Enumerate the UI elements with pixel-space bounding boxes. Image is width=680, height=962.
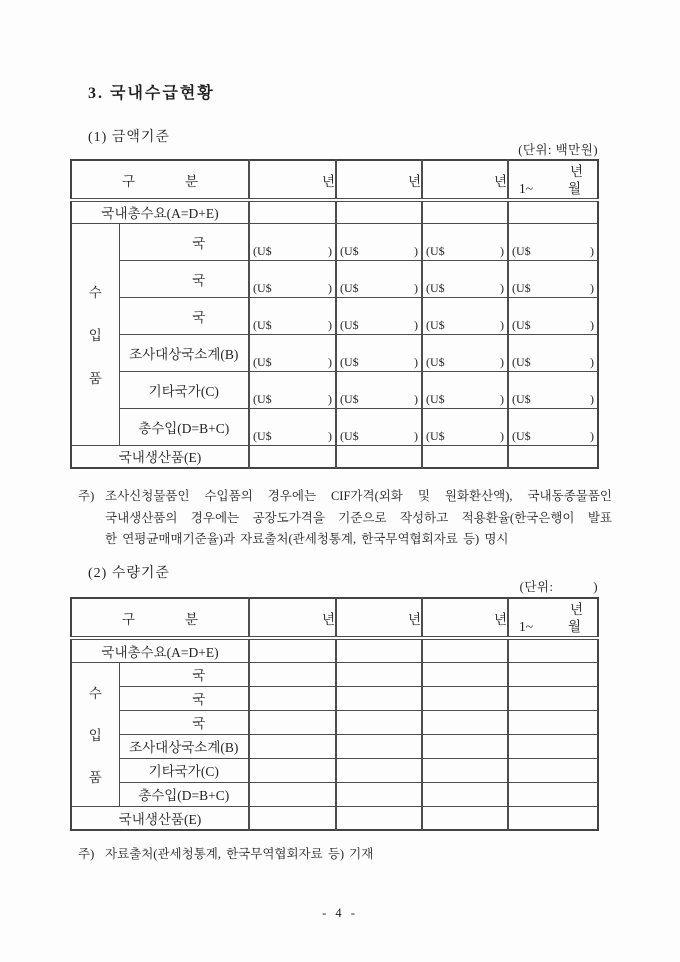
row-label-country-3: 국 — [119, 297, 249, 334]
header-month-label: 월 — [567, 181, 581, 196]
usd-open: (U$ — [340, 243, 359, 258]
empty-cell — [249, 686, 336, 710]
header-year-1: 년 — [249, 598, 336, 638]
group-char: 품 — [88, 371, 102, 386]
value-cell-usd — [249, 223, 336, 260]
empty-cell — [422, 806, 508, 830]
value-cell-usd — [508, 371, 598, 408]
empty-cell — [249, 734, 336, 758]
row-label-other-countries: 기타국가(C) — [119, 758, 249, 782]
empty-cell — [336, 662, 422, 686]
table-row — [71, 408, 598, 445]
usd-open: (U$ — [340, 280, 359, 295]
usd-open: (U$ — [426, 428, 445, 443]
header-category-left: 구 — [121, 173, 135, 189]
usd-open: (U$ — [512, 243, 531, 258]
empty-cell — [508, 806, 598, 830]
footnote-line: 국내생산품의 경우에는 공장도가격을 기준으로 작성하고 적용환율(한국은행이 발표 — [105, 510, 612, 525]
header-year-partial-line1: 년 — [569, 602, 583, 617]
header-year-partial-line1: 년 — [569, 164, 583, 179]
empty-cell — [336, 200, 422, 223]
footnote-line: 한 연평균매매기준율)과 자료출처(관세청통계, 한국무역협회자료 등) 명시 — [105, 532, 509, 546]
value-cell-usd — [422, 260, 508, 297]
usd-open: (U$ — [426, 317, 445, 332]
usd-close: ) — [590, 391, 594, 406]
usd-open: (U$ — [253, 317, 272, 332]
footnote-line: 자료출처(관세청통계, 한국무역협회자료 등) 기재 — [105, 847, 374, 861]
table-row — [71, 297, 598, 334]
header-category — [71, 160, 249, 200]
usd-open: (U$ — [253, 280, 272, 295]
usd-close: ) — [414, 280, 418, 295]
section1-footnote — [78, 486, 612, 551]
empty-cell — [336, 445, 422, 468]
empty-cell — [249, 638, 336, 662]
usd-close: ) — [328, 391, 332, 406]
empty-cell — [422, 734, 508, 758]
row-label-country-1: 국 — [119, 223, 249, 260]
value-cell-usd — [508, 334, 598, 371]
row-label-country-2: 국 — [119, 260, 249, 297]
group-char: 수 — [88, 686, 102, 701]
table-row — [71, 686, 598, 710]
usd-close: ) — [500, 280, 504, 295]
usd-close: ) — [500, 354, 504, 369]
group-char: 입 — [88, 728, 102, 743]
header-year-2: 년 — [336, 160, 422, 200]
value-cell-usd — [336, 297, 422, 334]
usd-open: (U$ — [426, 391, 445, 406]
table-row — [71, 710, 598, 734]
group-label-imports — [71, 223, 119, 445]
usd-open: (U$ — [512, 428, 531, 443]
usd-close: ) — [500, 317, 504, 332]
usd-close: ) — [328, 280, 332, 295]
usd-close: ) — [590, 317, 594, 332]
value-cell-usd — [249, 334, 336, 371]
row-label-total-import: 총수입(D=B+C) — [119, 408, 249, 445]
row-label-other-countries: 기타국가(C) — [119, 371, 249, 408]
empty-cell — [336, 758, 422, 782]
header-month-from: 1~ — [519, 619, 534, 634]
value-cell-usd — [249, 371, 336, 408]
usd-open: (U$ — [253, 391, 272, 406]
row-label-domestic-product: 국내생산품(E) — [71, 445, 249, 468]
table-header-row — [71, 598, 598, 638]
header-month-label: 월 — [567, 619, 581, 634]
usd-close: ) — [500, 243, 504, 258]
group-char: 품 — [88, 770, 102, 785]
empty-cell — [422, 710, 508, 734]
usd-close: ) — [500, 428, 504, 443]
value-cell-usd — [422, 408, 508, 445]
usd-open: (U$ — [253, 354, 272, 369]
usd-open: (U$ — [426, 243, 445, 258]
row-label-total-demand: 국내총수요(A=D+E) — [71, 200, 249, 223]
usd-close: ) — [590, 280, 594, 295]
empty-cell — [508, 662, 598, 686]
usd-open: (U$ — [426, 354, 445, 369]
empty-cell — [508, 200, 598, 223]
row-label-total-import: 총수입(D=B+C) — [119, 782, 249, 806]
empty-cell — [336, 710, 422, 734]
usd-close: ) — [414, 391, 418, 406]
usd-close: ) — [590, 354, 594, 369]
usd-open: (U$ — [512, 280, 531, 295]
value-cell-usd — [336, 371, 422, 408]
empty-cell — [249, 445, 336, 468]
value-cell-usd — [249, 408, 336, 445]
usd-close: ) — [328, 354, 332, 369]
amount-table — [70, 159, 599, 469]
row-label-subtotal: 조사대상국소계(B) — [119, 334, 249, 371]
table-row — [71, 806, 598, 830]
usd-close: ) — [414, 243, 418, 258]
empty-cell — [422, 686, 508, 710]
table-row — [71, 371, 598, 408]
empty-cell — [249, 758, 336, 782]
page-title: 3. 국내수급현황 — [88, 85, 215, 102]
empty-cell — [422, 758, 508, 782]
empty-cell — [422, 638, 508, 662]
value-cell-usd — [336, 334, 422, 371]
value-cell-usd — [336, 408, 422, 445]
empty-cell — [336, 638, 422, 662]
usd-open: (U$ — [340, 317, 359, 332]
group-label-imports — [71, 662, 119, 806]
value-cell-usd — [508, 408, 598, 445]
empty-cell — [422, 445, 508, 468]
usd-open: (U$ — [340, 428, 359, 443]
empty-cell — [508, 638, 598, 662]
footnote-prefix: 주) — [78, 847, 95, 861]
header-category-left: 구 — [121, 611, 135, 627]
row-label-subtotal: 조사대상국소계(B) — [119, 734, 249, 758]
usd-close: ) — [414, 317, 418, 332]
empty-cell — [422, 662, 508, 686]
row-label-country-3: 국 — [119, 710, 249, 734]
table-row — [71, 334, 598, 371]
table-row — [71, 734, 598, 758]
group-char: 입 — [88, 328, 102, 343]
table-row — [71, 260, 598, 297]
table-row — [71, 223, 598, 260]
empty-cell — [508, 758, 598, 782]
empty-cell — [249, 710, 336, 734]
table-row — [71, 638, 598, 662]
empty-cell — [249, 806, 336, 830]
section2-unit-label: (단위: ) — [519, 580, 598, 594]
header-year-3: 년 — [422, 598, 508, 638]
table-row — [71, 782, 598, 806]
empty-cell — [249, 782, 336, 806]
value-cell-usd — [422, 297, 508, 334]
empty-cell — [336, 686, 422, 710]
row-label-domestic-product: 국내생산품(E) — [71, 806, 249, 830]
header-year-partial — [508, 160, 598, 200]
usd-close: ) — [590, 243, 594, 258]
row-label-total-demand: 국내총수요(A=D+E) — [71, 638, 249, 662]
empty-cell — [336, 782, 422, 806]
header-category-right: 분 — [185, 611, 199, 627]
empty-cell — [422, 200, 508, 223]
table-row — [71, 445, 598, 468]
empty-cell — [249, 662, 336, 686]
usd-open: (U$ — [512, 317, 531, 332]
usd-open: (U$ — [340, 354, 359, 369]
empty-cell — [508, 445, 598, 468]
header-month-from: 1~ — [519, 181, 534, 196]
usd-close: ) — [328, 317, 332, 332]
usd-open: (U$ — [512, 391, 531, 406]
empty-cell — [336, 734, 422, 758]
header-category — [71, 598, 249, 638]
value-cell-usd — [422, 371, 508, 408]
section1-heading: (1) 금액기준 — [88, 130, 170, 145]
empty-cell — [249, 200, 336, 223]
value-cell-usd — [422, 223, 508, 260]
header-year-partial — [508, 598, 598, 638]
usd-open: (U$ — [340, 391, 359, 406]
value-cell-usd — [249, 260, 336, 297]
section1-unit-label: (단위: 백만원) — [518, 143, 598, 157]
header-year-2: 년 — [336, 598, 422, 638]
empty-cell — [508, 710, 598, 734]
table-row — [71, 758, 598, 782]
table-header-row — [71, 160, 598, 200]
page-number: - 4 - — [322, 906, 358, 920]
value-cell-usd — [508, 260, 598, 297]
empty-cell — [422, 782, 508, 806]
header-year-1: 년 — [249, 160, 336, 200]
value-cell-usd — [508, 223, 598, 260]
usd-open: (U$ — [426, 280, 445, 295]
usd-close: ) — [590, 428, 594, 443]
table-row — [71, 662, 598, 686]
value-cell-usd — [336, 223, 422, 260]
group-char: 수 — [88, 285, 102, 300]
usd-close: ) — [414, 428, 418, 443]
empty-cell — [508, 782, 598, 806]
row-label-country-2: 국 — [119, 686, 249, 710]
header-year-partial-line2 — [509, 180, 597, 198]
header-year-partial-line2 — [509, 618, 597, 636]
usd-close: ) — [414, 354, 418, 369]
table-row — [71, 200, 598, 223]
empty-cell — [336, 806, 422, 830]
header-year-3: 년 — [422, 160, 508, 200]
section2-footnote — [78, 844, 612, 866]
row-label-country-1: 국 — [119, 662, 249, 686]
usd-close: ) — [500, 391, 504, 406]
value-cell-usd — [422, 334, 508, 371]
footnote-line: 조사신청물품인 수입품의 경우에는 CIF가격(외화 및 원화환산액), 국내동종물품인 — [105, 489, 612, 503]
usd-open: (U$ — [253, 428, 272, 443]
section2-heading: (2) 수량기준 — [88, 566, 170, 581]
value-cell-usd — [336, 260, 422, 297]
empty-cell — [508, 734, 598, 758]
footnote-prefix: 주) — [78, 489, 95, 503]
usd-open: (U$ — [512, 354, 531, 369]
empty-cell — [508, 686, 598, 710]
usd-open: (U$ — [253, 243, 272, 258]
value-cell-usd — [249, 297, 336, 334]
quantity-table — [70, 597, 599, 831]
usd-close: ) — [328, 428, 332, 443]
usd-close: ) — [328, 243, 332, 258]
value-cell-usd — [508, 297, 598, 334]
header-category-right: 분 — [185, 173, 199, 189]
